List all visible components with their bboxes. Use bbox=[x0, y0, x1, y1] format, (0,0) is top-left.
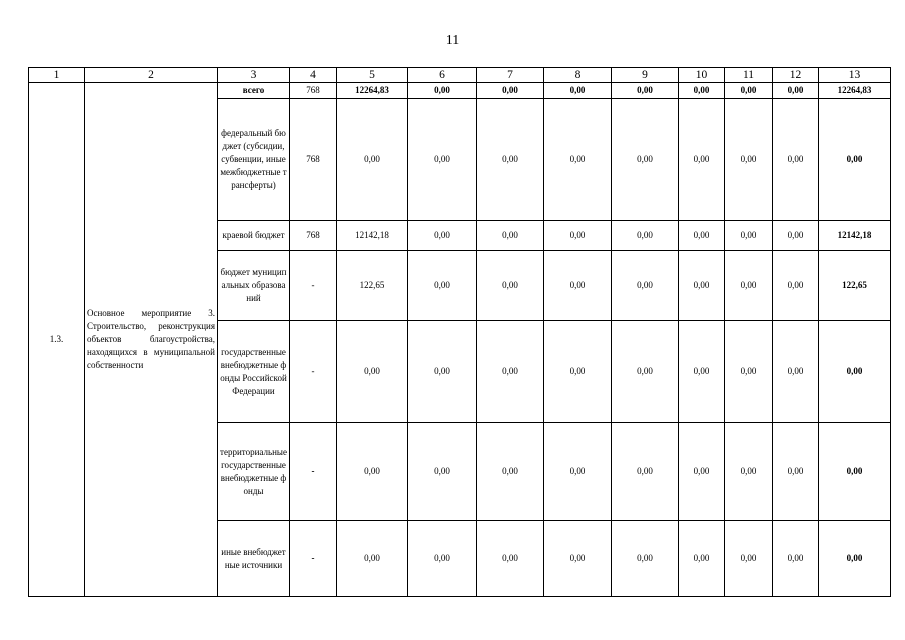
amount-cell: 0,00 bbox=[679, 423, 725, 521]
kbk-code: 768 bbox=[290, 83, 337, 99]
kbk-code: 768 bbox=[290, 99, 337, 221]
column-number: 4 bbox=[290, 68, 337, 83]
amount-cell: 0,00 bbox=[773, 251, 819, 321]
kbk-code: - bbox=[290, 521, 337, 597]
column-numbers-row bbox=[29, 68, 891, 83]
amount-cell: 0,00 bbox=[408, 83, 477, 99]
amount-cell: 0,00 bbox=[725, 99, 773, 221]
column-number: 13 bbox=[819, 68, 891, 83]
amount-cell: 0,00 bbox=[679, 221, 725, 251]
amount-cell: 0,00 bbox=[477, 423, 544, 521]
total-cell: 12142,18 bbox=[819, 221, 891, 251]
amount-cell: 0,00 bbox=[679, 83, 725, 99]
funding-source: бюджет муниципальных образований bbox=[218, 251, 290, 321]
amount-cell: 0,00 bbox=[337, 521, 408, 597]
kbk-code: 768 bbox=[290, 221, 337, 251]
amount-cell: 0,00 bbox=[408, 99, 477, 221]
amount-cell: 0,00 bbox=[477, 99, 544, 221]
amount-cell: 0,00 bbox=[725, 83, 773, 99]
amount-cell: 0,00 bbox=[544, 521, 612, 597]
total-cell: 12264,83 bbox=[819, 83, 891, 99]
funding-source: государственные внебюджетные фонды Российской Федерации bbox=[218, 321, 290, 423]
amount-cell: 0,00 bbox=[337, 321, 408, 423]
amount-cell: 0,00 bbox=[725, 251, 773, 321]
amount-cell: 0,00 bbox=[408, 321, 477, 423]
amount-cell: 0,00 bbox=[725, 423, 773, 521]
kbk-code: - bbox=[290, 423, 337, 521]
amount-cell: 0,00 bbox=[725, 321, 773, 423]
amount-cell: 0,00 bbox=[477, 321, 544, 423]
funding-source: федеральный бюджет (субсидии, субвенции, иные межбюджетные трансферты) bbox=[218, 99, 290, 221]
column-number: 11 bbox=[725, 68, 773, 83]
amount-cell: 0,00 bbox=[477, 251, 544, 321]
column-number: 7 bbox=[477, 68, 544, 83]
funding-source: территориальные государственные внебюджетные фонды bbox=[218, 423, 290, 521]
column-number: 3 bbox=[218, 68, 290, 83]
amount-cell: 0,00 bbox=[337, 423, 408, 521]
amount-cell: 0,00 bbox=[612, 251, 679, 321]
amount-cell: 12264,83 bbox=[337, 83, 408, 99]
measure-name: Основное мероприятие 3. Строительство, реконструкция объектов благоустройства, находящихся в муниципальной собственности bbox=[85, 83, 218, 597]
amount-cell: 0,00 bbox=[477, 83, 544, 99]
amount-cell: 0,00 bbox=[612, 221, 679, 251]
page-number: 11 bbox=[445, 33, 460, 48]
amount-cell: 0,00 bbox=[337, 99, 408, 221]
funding-source: краевой бюджет bbox=[218, 221, 290, 251]
amount-cell: 0,00 bbox=[544, 99, 612, 221]
kbk-code: - bbox=[290, 321, 337, 423]
amount-cell: 0,00 bbox=[544, 321, 612, 423]
measure-code: 1.3. bbox=[29, 83, 85, 597]
total-cell: 122,65 bbox=[819, 251, 891, 321]
amount-cell: 0,00 bbox=[725, 521, 773, 597]
amount-cell: 0,00 bbox=[544, 83, 612, 99]
column-number: 1 bbox=[29, 68, 85, 83]
amount-cell: 0,00 bbox=[773, 83, 819, 99]
amount-cell: 0,00 bbox=[679, 521, 725, 597]
column-number: 5 bbox=[337, 68, 408, 83]
amount-cell: 0,00 bbox=[773, 521, 819, 597]
total-cell: 0,00 bbox=[819, 321, 891, 423]
amount-cell: 0,00 bbox=[612, 83, 679, 99]
amount-cell: 0,00 bbox=[773, 221, 819, 251]
table-row bbox=[29, 83, 891, 99]
amount-cell: 0,00 bbox=[544, 251, 612, 321]
amount-cell: 0,00 bbox=[477, 521, 544, 597]
column-number: 9 bbox=[612, 68, 679, 83]
amount-cell: 0,00 bbox=[408, 251, 477, 321]
amount-cell: 0,00 bbox=[408, 423, 477, 521]
funding-source: всего bbox=[218, 83, 290, 99]
amount-cell: 0,00 bbox=[408, 521, 477, 597]
amount-cell: 0,00 bbox=[773, 321, 819, 423]
budget-table bbox=[28, 67, 891, 597]
column-number: 6 bbox=[408, 68, 477, 83]
amount-cell: 0,00 bbox=[773, 423, 819, 521]
total-cell: 0,00 bbox=[819, 521, 891, 597]
total-cell: 0,00 bbox=[819, 99, 891, 221]
amount-cell: 0,00 bbox=[612, 423, 679, 521]
amount-cell: 0,00 bbox=[725, 221, 773, 251]
amount-cell: 0,00 bbox=[679, 321, 725, 423]
column-number: 8 bbox=[544, 68, 612, 83]
column-number: 12 bbox=[773, 68, 819, 83]
column-number: 2 bbox=[85, 68, 218, 83]
amount-cell: 0,00 bbox=[477, 221, 544, 251]
amount-cell: 0,00 bbox=[544, 423, 612, 521]
total-cell: 0,00 bbox=[819, 423, 891, 521]
amount-cell: 12142,18 bbox=[337, 221, 408, 251]
amount-cell: 0,00 bbox=[679, 251, 725, 321]
amount-cell: 0,00 bbox=[612, 99, 679, 221]
amount-cell: 122,65 bbox=[337, 251, 408, 321]
column-number: 10 bbox=[679, 68, 725, 83]
kbk-code: - bbox=[290, 251, 337, 321]
amount-cell: 0,00 bbox=[773, 99, 819, 221]
amount-cell: 0,00 bbox=[612, 321, 679, 423]
amount-cell: 0,00 bbox=[612, 521, 679, 597]
amount-cell: 0,00 bbox=[679, 99, 725, 221]
funding-source: иные внебюджетные источники bbox=[218, 521, 290, 597]
amount-cell: 0,00 bbox=[544, 221, 612, 251]
amount-cell: 0,00 bbox=[408, 221, 477, 251]
